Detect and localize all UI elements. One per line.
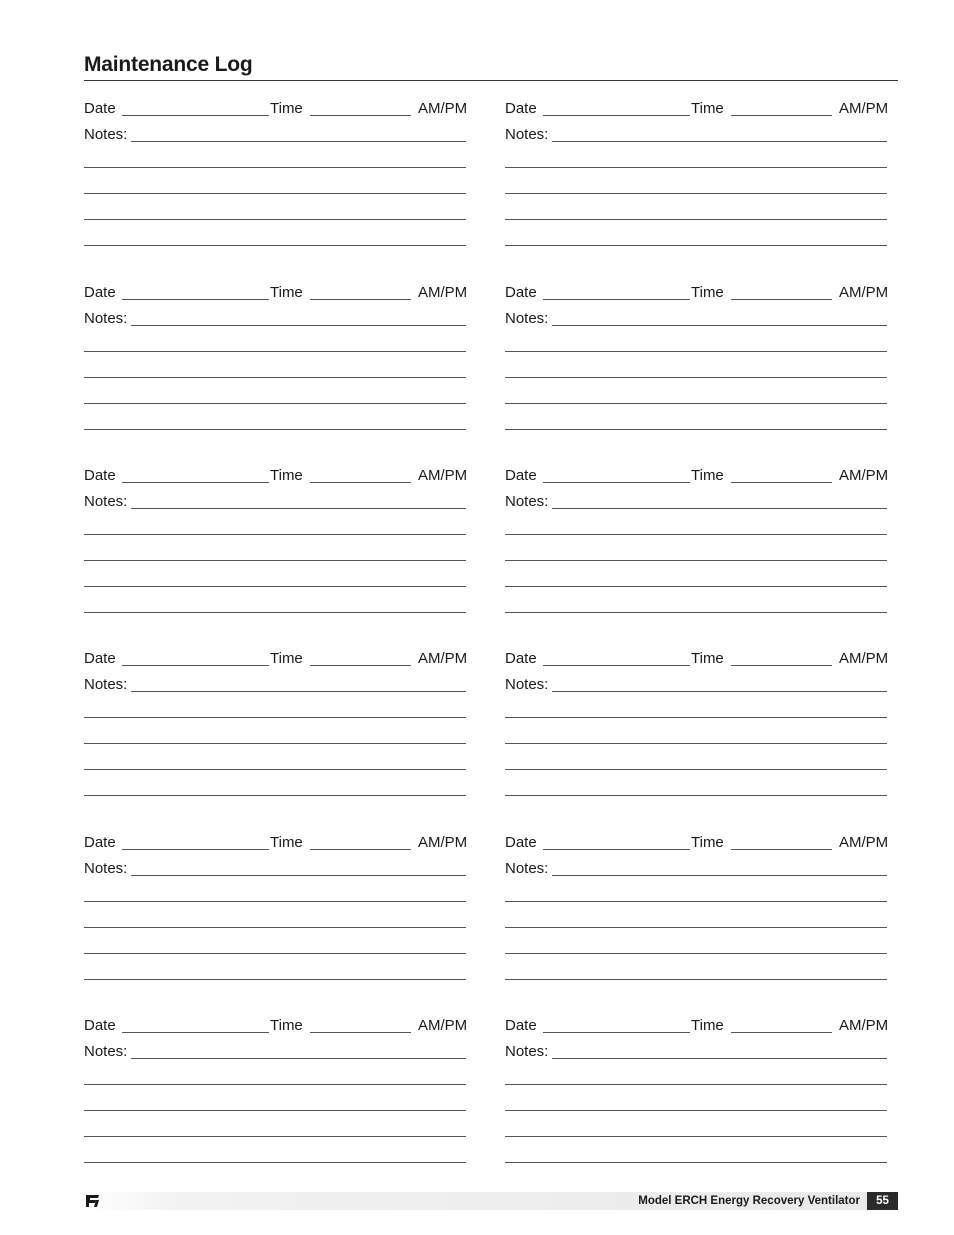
log-entry	[505, 834, 891, 1004]
ampm-label: AM/PM	[839, 834, 889, 851]
notes-label: Notes:	[84, 126, 128, 143]
time-field[interactable]	[310, 115, 411, 116]
time-field[interactable]	[731, 482, 832, 483]
notes-line[interactable]	[84, 927, 466, 928]
footer-bar	[84, 1192, 898, 1210]
notes-line[interactable]	[505, 429, 887, 430]
time-label: Time	[270, 284, 303, 301]
notes-label: Notes:	[84, 860, 128, 877]
time-field[interactable]	[731, 299, 832, 300]
notes-line[interactable]	[84, 1110, 466, 1111]
date-label: Date	[505, 284, 537, 301]
time-field[interactable]	[310, 1032, 411, 1033]
time-label: Time	[691, 100, 724, 117]
page-title: Maintenance Log	[84, 53, 253, 76]
notes-line[interactable]	[505, 795, 887, 796]
notes-field[interactable]	[552, 691, 887, 692]
time-field[interactable]	[310, 299, 411, 300]
date-field[interactable]	[122, 849, 269, 850]
notes-line[interactable]	[84, 769, 466, 770]
date-field[interactable]	[122, 1032, 269, 1033]
time-field[interactable]	[310, 482, 411, 483]
notes-line[interactable]	[505, 560, 887, 561]
time-label: Time	[691, 284, 724, 301]
notes-line[interactable]	[505, 979, 887, 980]
time-label: Time	[691, 834, 724, 851]
log-entry	[505, 100, 891, 270]
log-entry	[84, 100, 470, 270]
ampm-label: AM/PM	[839, 100, 889, 117]
log-entry	[505, 284, 891, 454]
notes-line[interactable]	[505, 1084, 887, 1085]
log-entry	[505, 1017, 891, 1187]
time-label: Time	[270, 650, 303, 667]
notes-label: Notes:	[84, 676, 128, 693]
date-label: Date	[505, 1017, 537, 1034]
time-field[interactable]	[731, 665, 832, 666]
date-field[interactable]	[543, 482, 690, 483]
date-field[interactable]	[543, 115, 690, 116]
notes-field[interactable]	[552, 508, 887, 509]
notes-line[interactable]	[84, 1136, 466, 1137]
notes-line[interactable]	[84, 377, 466, 378]
notes-line[interactable]	[505, 193, 887, 194]
ampm-label: AM/PM	[418, 1017, 468, 1034]
title-divider	[84, 80, 898, 81]
notes-line[interactable]	[84, 795, 466, 796]
notes-field[interactable]	[552, 1058, 887, 1059]
notes-line[interactable]	[505, 351, 887, 352]
ampm-label: AM/PM	[418, 467, 468, 484]
notes-field[interactable]	[131, 325, 466, 326]
notes-field[interactable]	[131, 875, 466, 876]
notes-line[interactable]	[505, 717, 887, 718]
notes-line[interactable]	[505, 219, 887, 220]
notes-field[interactable]	[131, 508, 466, 509]
ampm-label: AM/PM	[839, 284, 889, 301]
notes-line[interactable]	[84, 351, 466, 352]
notes-line[interactable]	[84, 743, 466, 744]
date-field[interactable]	[543, 665, 690, 666]
notes-field[interactable]	[552, 141, 887, 142]
notes-line[interactable]	[505, 743, 887, 744]
date-label: Date	[505, 650, 537, 667]
time-label: Time	[270, 100, 303, 117]
ampm-label: AM/PM	[418, 284, 468, 301]
date-label: Date	[84, 1017, 116, 1034]
time-field[interactable]	[310, 849, 411, 850]
footer-model-text: Model ERCH Energy Recovery Ventilator	[638, 1195, 860, 1207]
notes-line[interactable]	[505, 953, 887, 954]
ampm-label: AM/PM	[418, 834, 468, 851]
notes-line[interactable]	[84, 1162, 466, 1163]
notes-line[interactable]	[505, 1136, 887, 1137]
date-field[interactable]	[122, 115, 269, 116]
time-label: Time	[270, 1017, 303, 1034]
date-label: Date	[505, 100, 537, 117]
notes-line[interactable]	[84, 953, 466, 954]
log-entry	[505, 650, 891, 820]
time-field[interactable]	[731, 849, 832, 850]
date-field[interactable]	[543, 849, 690, 850]
ampm-label: AM/PM	[839, 650, 889, 667]
notes-line[interactable]	[505, 927, 887, 928]
time-field[interactable]	[731, 115, 832, 116]
log-entry	[84, 1017, 470, 1187]
notes-line[interactable]	[84, 167, 466, 168]
notes-line[interactable]	[505, 245, 887, 246]
time-label: Time	[691, 467, 724, 484]
date-field[interactable]	[122, 482, 269, 483]
notes-line[interactable]	[84, 586, 466, 587]
notes-label: Notes:	[505, 676, 549, 693]
time-label: Time	[691, 650, 724, 667]
date-label: Date	[84, 834, 116, 851]
notes-line[interactable]	[505, 377, 887, 378]
notes-line[interactable]	[505, 403, 887, 404]
log-entry	[84, 834, 470, 1004]
log-entry	[84, 650, 470, 820]
date-label: Date	[84, 284, 116, 301]
date-field[interactable]	[122, 299, 269, 300]
notes-line[interactable]	[505, 1162, 887, 1163]
time-label: Time	[270, 467, 303, 484]
notes-line[interactable]	[84, 560, 466, 561]
ampm-label: AM/PM	[418, 100, 468, 117]
ampm-label: AM/PM	[418, 650, 468, 667]
notes-line[interactable]	[505, 167, 887, 168]
notes-label: Notes:	[505, 310, 549, 327]
notes-line[interactable]	[505, 901, 887, 902]
notes-field[interactable]	[131, 1058, 466, 1059]
time-field[interactable]	[731, 1032, 832, 1033]
date-field[interactable]	[543, 299, 690, 300]
notes-line[interactable]	[84, 245, 466, 246]
time-label: Time	[270, 834, 303, 851]
log-entry	[84, 284, 470, 454]
notes-field[interactable]	[552, 325, 887, 326]
notes-line[interactable]	[84, 717, 466, 718]
notes-label: Notes:	[505, 493, 549, 510]
notes-line[interactable]	[84, 979, 466, 980]
greenheck-logo-icon	[84, 1192, 102, 1210]
notes-line[interactable]	[505, 534, 887, 535]
ampm-label: AM/PM	[839, 467, 889, 484]
date-label: Date	[84, 100, 116, 117]
notes-line[interactable]	[505, 612, 887, 613]
notes-label: Notes:	[84, 310, 128, 327]
date-field[interactable]	[122, 665, 269, 666]
date-label: Date	[505, 467, 537, 484]
date-label: Date	[505, 834, 537, 851]
notes-label: Notes:	[84, 1043, 128, 1060]
notes-label: Notes:	[505, 1043, 549, 1060]
date-label: Date	[84, 467, 116, 484]
ampm-label: AM/PM	[839, 1017, 889, 1034]
notes-line[interactable]	[505, 1110, 887, 1111]
notes-line[interactable]	[84, 901, 466, 902]
notes-line[interactable]	[505, 586, 887, 587]
date-label: Date	[84, 650, 116, 667]
notes-field[interactable]	[131, 691, 466, 692]
time-field[interactable]	[310, 665, 411, 666]
notes-line[interactable]	[84, 403, 466, 404]
log-entry	[84, 467, 470, 637]
notes-line[interactable]	[84, 429, 466, 430]
notes-field[interactable]	[552, 875, 887, 876]
notes-label: Notes:	[505, 860, 549, 877]
notes-label: Notes:	[84, 493, 128, 510]
notes-line[interactable]	[84, 534, 466, 535]
notes-line[interactable]	[84, 193, 466, 194]
notes-label: Notes:	[505, 126, 549, 143]
notes-line[interactable]	[84, 1084, 466, 1085]
date-field[interactable]	[543, 1032, 690, 1033]
notes-line[interactable]	[84, 612, 466, 613]
time-label: Time	[691, 1017, 724, 1034]
notes-line[interactable]	[505, 769, 887, 770]
log-entry	[505, 467, 891, 637]
notes-field[interactable]	[131, 141, 466, 142]
notes-line[interactable]	[84, 219, 466, 220]
page-number: 55	[867, 1192, 898, 1210]
